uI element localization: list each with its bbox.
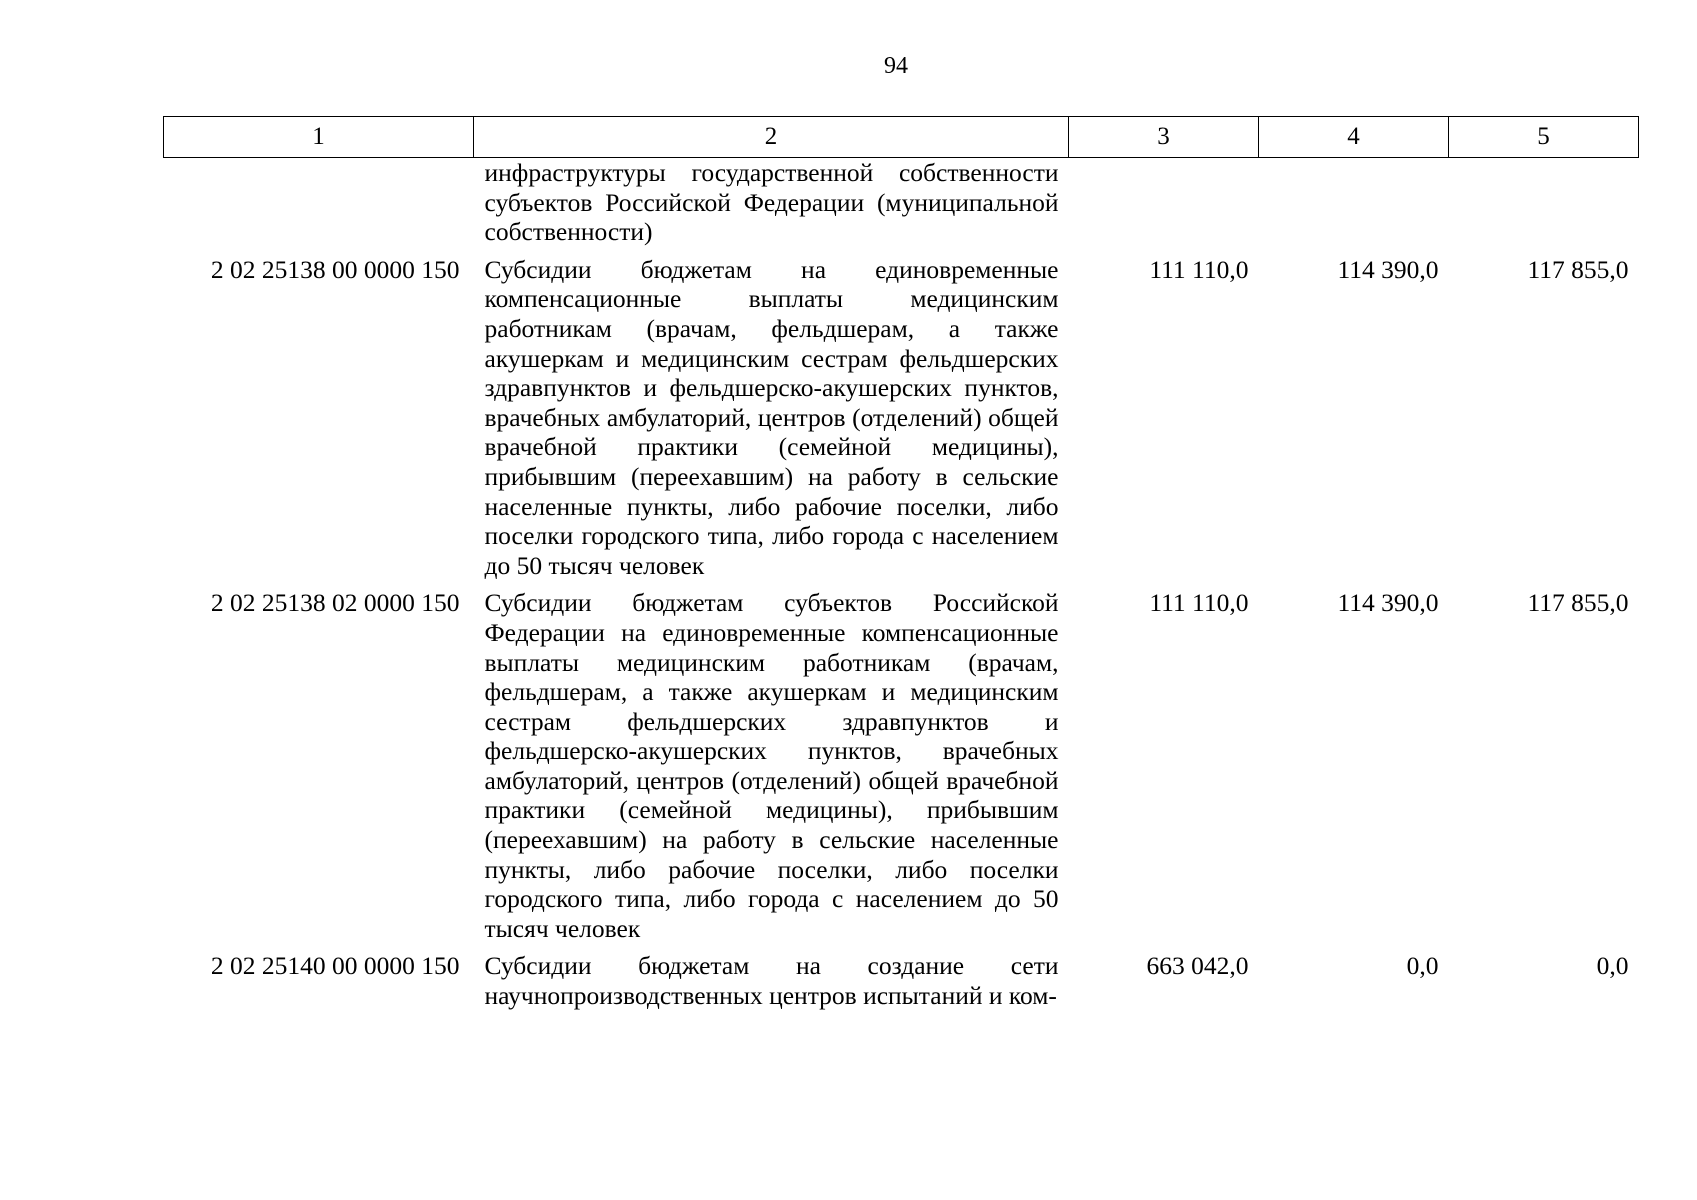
row-value-col3: 111 110,0 — [1149, 254, 1249, 284]
header-col-3: 3 — [1069, 117, 1259, 158]
row-code: 2 02 25138 00 0000 150 — [210, 254, 460, 284]
page-number: 94 — [884, 53, 908, 79]
row-code: 2 02 25140 00 0000 150 — [210, 951, 460, 981]
row-code: 2 02 25138 02 0000 150 — [210, 588, 460, 618]
header-col-1: 1 — [164, 117, 474, 158]
row-description: Субсидии бюджетам на создание сети научнопроизводственных центров испытаний и ком- — [484, 951, 1059, 1011]
row-value-col4: 0,0 — [1406, 951, 1439, 981]
row-value-col3 — [1069, 158, 1259, 247]
table-header — [164, 117, 1639, 158]
header-col-4: 4 — [1259, 117, 1449, 158]
row-description: инфраструктуры государственной собственности субъектов Российской Федерации (муниципальной собственности) — [484, 158, 1059, 247]
row-value-col4: 114 390,0 — [1337, 254, 1439, 284]
row-value-col3: 663 042,0 — [1146, 951, 1249, 981]
row-value-col5: 0,0 — [1596, 951, 1629, 981]
table-row — [164, 158, 1639, 247]
row-description: Субсидии бюджетам субъектов Российской Федерации на единовременные компенсационные выплаты медицинским работникам (врачам, фельдшерам, а также акушеркам и медицинским сестрам фельдшерских здравпунктов и фельдшерско-акушерских пунктов, врачебных амбулаторий, центров (отделений) общей врачебной практики (семейной медицины), прибывшим (переехавшим) на работу в сельские населенные пункты, либо рабочие поселки, либо поселки городского типа, либо города с населением до 50 тысяч человек — [484, 588, 1059, 943]
row-value-col5 — [1449, 158, 1639, 247]
table-body — [164, 158, 1639, 1011]
row-value-col5: 117 855,0 — [1527, 588, 1629, 618]
row-description: Субсидии бюджетам на единовременные компенсационные выплаты медицинским работникам (врачам, фельдшерам, а также акушеркам и медицинским сестрам фельдшерских здравпунктов и фельдшерско-акушерских пунктов, врачебных амбулаторий, центров (отделений) общей врачебной практики (семейной медицины), прибывшим (переехавшим) на работу в сельские населенные пункты, либо рабочие поселки, либо поселки городского типа, либо города с населением до 50 тысяч человек — [484, 254, 1059, 580]
header-row — [164, 117, 1639, 158]
table-row — [164, 580, 1639, 943]
row-value-col5: 117 855,0 — [1527, 254, 1629, 284]
header-col-5: 5 — [1449, 117, 1639, 158]
header-col-2: 2 — [474, 117, 1069, 158]
row-code — [164, 158, 474, 247]
table-row — [164, 247, 1639, 581]
row-value-col3: 111 110,0 — [1149, 588, 1249, 618]
row-value-col4: 114 390,0 — [1337, 588, 1439, 618]
budget-table — [163, 116, 1639, 1011]
table-row — [164, 943, 1639, 1010]
row-value-col4 — [1259, 158, 1449, 247]
